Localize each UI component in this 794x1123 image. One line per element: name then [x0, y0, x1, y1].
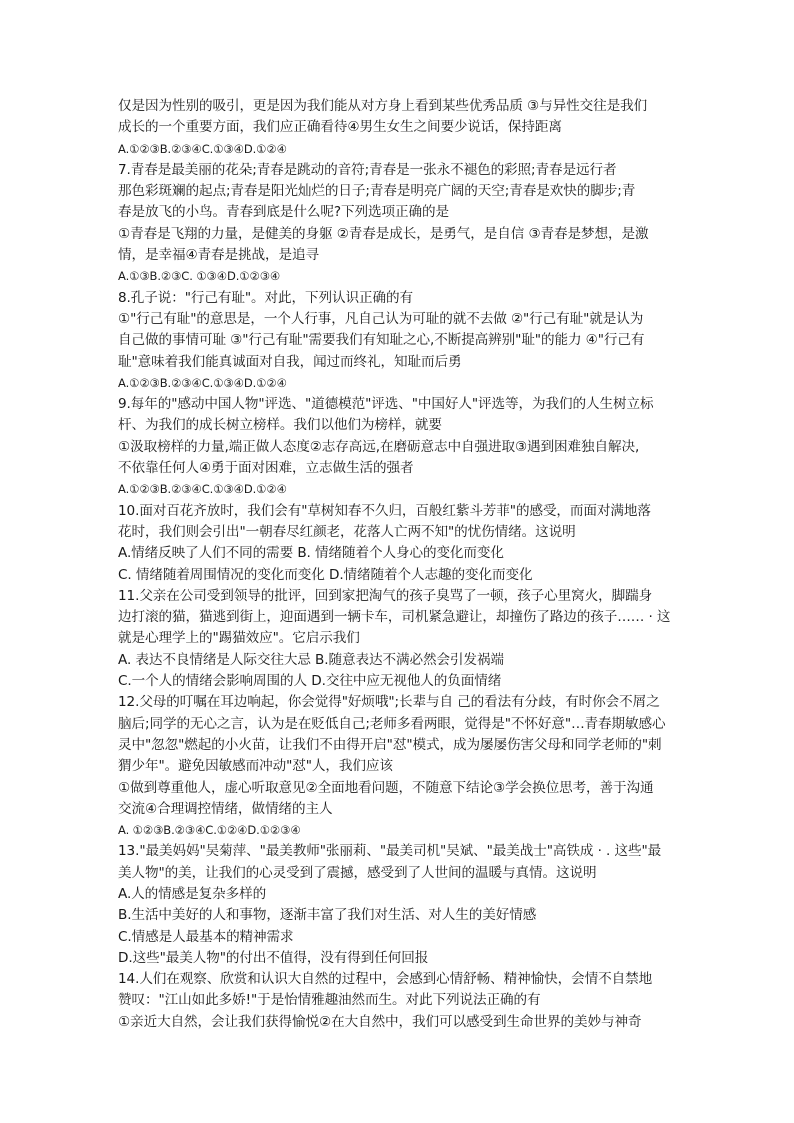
text-line: ①汲取榜样的力量,端正做人态度②志存高远,在磨砺意志中自强进取③遇到困难独自解决, — [118, 438, 640, 455]
text-line: 交流④合理调控情绪，做情绪的主人 — [118, 800, 333, 817]
text-line: 不依靠任何人④勇于面对困难，立志做生活的强者 — [118, 460, 414, 477]
answer-option-line: D.这些"最美人物"的付出不值得，没有得到任何回报 — [118, 949, 429, 966]
question-11: 11.父亲在公司受到领导的批评，回到家把淘气的孩子臭骂了一顿，孩子心里窝火，脚踹身 — [118, 587, 653, 604]
text-line: 自己做的事情可耻 ③"行己有耻"需要我们有知耻之心,不断提高辨别"耻"的能力 ④"行己有 — [118, 332, 645, 349]
answer-option-line: A. 表达不良情绪是人际交往大忌 B.随意表达不满必然会引发祸端 — [118, 651, 504, 668]
text-line: 杆、为我们的成长树立榜样。我们以他们为榜样，就要 — [118, 417, 442, 434]
text-line: 灵中"忽忽"燃起的小火苗，让我们不由得开启"怼"模式，成为屡屡伤害父母和同学老师的"刺 — [118, 736, 662, 753]
answer-options: A. ①②③B.②③④C.①②④D.①②③④ — [118, 823, 301, 838]
text-line: ①做到尊重他人，虚心听取意见②全面地看问题，不随意下结论③学会换位思考，善于沟通 — [118, 779, 654, 796]
text-line: 春是放飞的小鸟。青春到底是什么呢?下列选项正确的是 — [118, 204, 449, 221]
answer-option-line: A.情绪反映了人们不同的需要 B. 情绪随着个人身心的变化而变化 — [118, 545, 504, 562]
text-line: 仅是因为性别的吸引，更是因为我们能从对方身上看到某些优秀品质 ③与异性交往是我们 — [118, 98, 648, 114]
answer-options: A.①②③B.②③④C.①③④D.①②④ — [118, 141, 287, 156]
text-line: 猬少年"。避免因敏感而冲动"怼"人，我们应该 — [118, 758, 393, 775]
question-10: 10.面对百花齐放时，我们会有"草树知春不久归，百般红紫斗芳菲"的感受，而面对满地落 — [118, 502, 651, 519]
text-line: 花时，我们则会引出"一朝春尽红颜老，花落人亡两不知"的忧伤情绪。这说明 — [118, 523, 576, 540]
text-line: ①青春是飞翔的力量，是健美的身躯 ②青春是成长，是勇气，是自信 ③青春是梦想，是激 — [118, 225, 649, 242]
answer-option-line: C.一个人的情绪会影响周围的人 D.交往中应无视他人的负面情绪 — [118, 673, 502, 690]
text-line: ①亲近大自然，会让我们获得愉悦②在大自然中，我们可以感受到生命世界的美妙与神奇 — [118, 1013, 642, 1030]
text-line: 就是心理学上的"踢猫效应"。它启示我们 — [118, 630, 360, 647]
answer-option-line: C. 情绪随着周围情况的变化而变化 D.情绪随着个人志趣的变化而变化 — [118, 566, 533, 583]
answer-option-line: A.人的情感是复杂多样的 — [118, 885, 267, 902]
text-line: 耻"意味着我们能真诚面对自我，闻过而终礼，知耻而后勇 — [118, 353, 462, 370]
question-12: 12.父母的叮嘱在耳边响起，你会觉得"好烦哦";长辈与自 己的看法有分歧，有时你会不屑之 — [118, 694, 660, 711]
question-8: 8.孔子说："行己有耻"。对此，下列认识正确的有 — [118, 289, 413, 306]
text-line: 成长的一个重要方面，我们应正确看待④男生女生之间要少说话，保持距离 — [118, 119, 562, 136]
text-line: 边打滚的猫，猫逃到街上，迎面遇到一辆卡车，司机紧急避让，却撞伤了路边的孩子…… · 这 — [118, 609, 671, 626]
question-9: 9.每年的"感动中国人物"评选、"道德模范"评选、"中国好人"评选等，为我们的人生树立标 — [118, 396, 654, 413]
answer-options: A.①②③B.②③④C.①③④D.①②④ — [118, 375, 287, 390]
question-13: 13."最美妈妈"吴菊萍、"最美教师"张丽莉、"最美司机"吴斌、"最美战士"高铁成 · . 这些"最 — [118, 843, 662, 860]
document-page — [118, 96, 680, 1033]
text-line: 脑后;同学的无心之言，认为是在贬低自己;老师多看两眼，觉得是"不怀好意"…青春期敏感心 — [118, 715, 666, 732]
question-7: 7.青春是最美丽的花朵;青春是跳动的音符;青春是一张永不褪色的彩照;青春是远行者 — [118, 161, 617, 178]
text-line: 赞叹："江山如此多娇!"于是怡情雅趣油然而生。对此下列说法正确的有 — [118, 992, 541, 1009]
question-14: 14.人们在观察、欣赏和认识大自然的过程中，会感到心情舒畅、精神愉快，会情不自禁地 — [118, 971, 653, 988]
text-line: 那色彩斑斓的起点;青春是阳光灿烂的日子;青春是明亮广阔的天空;青春是欢快的脚步;青 — [118, 183, 636, 200]
answer-option-line: C.情感是人最基本的精神需求 — [118, 928, 294, 945]
text-line: 美人物"的美，让我们的心灵受到了震撼，感受到了人世间的温暖与真情。这说明 — [118, 864, 597, 881]
answer-option-line: B.生活中美好的人和事物，逐渐丰富了我们对生活、对人生的美好情感 — [118, 907, 537, 924]
answer-options: A.①②③B.②③④C.①③④D.①②④ — [118, 482, 287, 497]
answer-options: A.①③B.②③C. ①③④D.①②③④ — [118, 269, 281, 284]
text-line: ①"行己有耻"的意思是，一个人行事，凡自己认为可耻的就不去做 ②"行己有耻"就是认为 — [118, 310, 644, 327]
text-line: 情，是幸福④青春是挑战，是追寻 — [118, 247, 319, 264]
